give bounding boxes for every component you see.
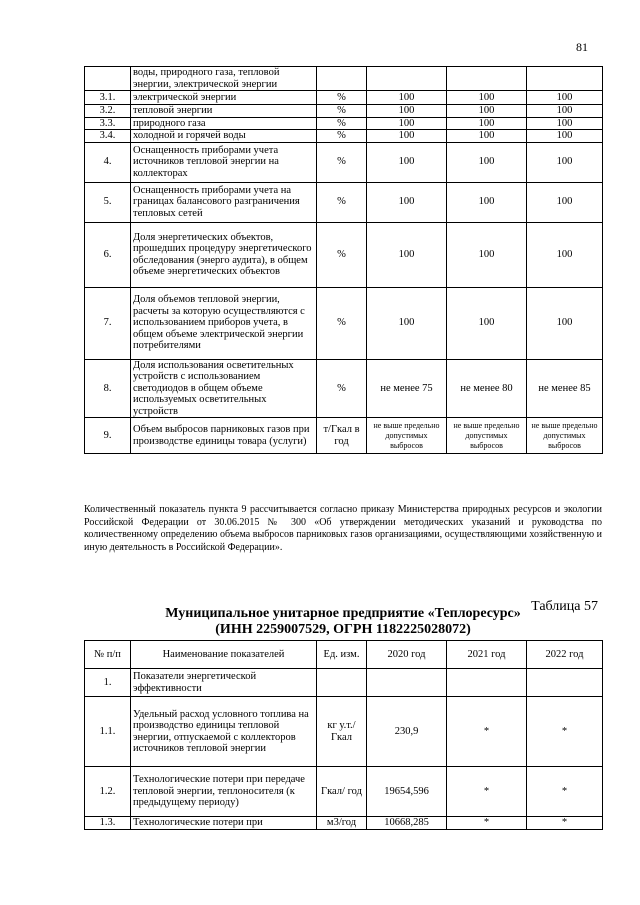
cell-unit: % bbox=[317, 359, 367, 418]
cell-v1: не менее 75 bbox=[367, 359, 447, 418]
table-row bbox=[85, 67, 603, 91]
cell-unit: % bbox=[317, 117, 367, 130]
cell-v1: 100 bbox=[367, 182, 447, 222]
cell-name: электрической энергии bbox=[131, 91, 317, 105]
cell-name: Технологические потери при передаче тепловой энергии, теплоносителя (к предыдущему периоду) bbox=[131, 767, 317, 817]
cell-v3: 100 bbox=[527, 91, 603, 105]
cell-num: 8. bbox=[85, 359, 131, 418]
cell-name: Технологические потери при bbox=[131, 817, 317, 830]
table-label: Таблица 57 bbox=[531, 599, 598, 614]
header-name: Наименование показателей bbox=[131, 641, 317, 669]
table-row bbox=[85, 142, 603, 182]
cell-v3: * bbox=[527, 767, 603, 817]
cell-v1: 100 bbox=[367, 117, 447, 130]
cell-v2: 100 bbox=[447, 105, 527, 118]
cell-v3: 100 bbox=[527, 130, 603, 143]
cell-v2: 100 bbox=[447, 117, 527, 130]
cell-unit: % bbox=[317, 130, 367, 143]
cell-v2: * bbox=[447, 767, 527, 817]
efficiency-table bbox=[84, 640, 603, 830]
cell-v1 bbox=[367, 67, 447, 91]
cell-num: 3.2. bbox=[85, 105, 131, 118]
cell-unit: % bbox=[317, 222, 367, 287]
header-year-3: 2022 год bbox=[527, 641, 603, 669]
cell-unit: % bbox=[317, 182, 367, 222]
table-row bbox=[85, 418, 603, 454]
cell-v3: 100 bbox=[527, 287, 603, 359]
cell-num: 1. bbox=[85, 669, 131, 697]
cell-num: 6. bbox=[85, 222, 131, 287]
heading-line-1: Муниципальное унитарное предприятие «Теплоресурс» bbox=[165, 606, 521, 621]
cell-name: Доля использования осветительных устройств с использованием светодиодов в общем объеме используемых осветительных устройств bbox=[131, 359, 317, 418]
cell-num: 1.2. bbox=[85, 767, 131, 817]
cell-v2: 100 bbox=[447, 91, 527, 105]
cell-v3 bbox=[527, 67, 603, 91]
cell-v1: 100 bbox=[367, 287, 447, 359]
cell-v3: 100 bbox=[527, 142, 603, 182]
cell-name: Доля энергетических объектов, прошедших процедуру энергетического обследования (энерго аудита), в общем объеме энергетических объектов bbox=[131, 222, 317, 287]
header-year-1: 2020 год bbox=[367, 641, 447, 669]
indicators-table bbox=[84, 66, 603, 454]
cell-name: Оснащенность приборами учета на границах балансового разграничения тепловых сетей bbox=[131, 182, 317, 222]
cell-v3: 100 bbox=[527, 222, 603, 287]
header-year-2: 2021 год bbox=[447, 641, 527, 669]
cell-unit: т/Гкал в год bbox=[317, 418, 367, 454]
cell-unit: м3/год bbox=[317, 817, 367, 830]
cell-num: 9. bbox=[85, 418, 131, 454]
cell-name: природного газа bbox=[131, 117, 317, 130]
cell-v1 bbox=[367, 669, 447, 697]
cell-v1: не выше предельно допустимых выбросов bbox=[367, 418, 447, 454]
cell-v1: 100 bbox=[367, 142, 447, 182]
cell-v2: * bbox=[447, 697, 527, 767]
table-row bbox=[85, 669, 603, 697]
table-row bbox=[85, 359, 603, 418]
cell-unit bbox=[317, 669, 367, 697]
cell-v2: 100 bbox=[447, 287, 527, 359]
cell-name: тепловой энергии bbox=[131, 105, 317, 118]
cell-v2: 100 bbox=[447, 222, 527, 287]
cell-v3: 100 bbox=[527, 117, 603, 130]
cell-unit: % bbox=[317, 287, 367, 359]
cell-name: Удельный расход условного топлива на производство единицы тепловой энергии, отпускаемой с коллекторов источников тепловой энергии bbox=[131, 697, 317, 767]
cell-v1: 100 bbox=[367, 222, 447, 287]
cell-name: холодной и горячей воды bbox=[131, 130, 317, 143]
cell-name: Объем выбросов парниковых газов при производстве единицы товара (услуги) bbox=[131, 418, 317, 454]
cell-num: 1.1. bbox=[85, 697, 131, 767]
cell-unit bbox=[317, 67, 367, 91]
table-row bbox=[85, 117, 603, 130]
cell-num: 3.1. bbox=[85, 91, 131, 105]
cell-v3: * bbox=[527, 697, 603, 767]
table-row bbox=[85, 222, 603, 287]
table-row bbox=[85, 767, 603, 817]
footnote: Количественный показатель пункта 9 рассчитывается согласно приказу Министерства природных ресурсов и экологии Российской Федерации от 30.06.2015 № 300 «Об утверждении методических указаний и руководства по количественному определению объема выбросов парниковых газов организациями, осуществляющими хозяйственную и иную деятельность в Российской Федерации». bbox=[84, 504, 602, 553]
cell-v1: 100 bbox=[367, 105, 447, 118]
cell-v2: 100 bbox=[447, 182, 527, 222]
cell-name: Показатели энергетической эффективности bbox=[131, 669, 317, 697]
cell-num: 5. bbox=[85, 182, 131, 222]
cell-v1: 100 bbox=[367, 91, 447, 105]
cell-v2: не выше предельно допустимых выбросов bbox=[447, 418, 527, 454]
table-row bbox=[85, 105, 603, 118]
header-unit: Ед. изм. bbox=[317, 641, 367, 669]
cell-unit: % bbox=[317, 105, 367, 118]
cell-num bbox=[85, 67, 131, 91]
heading-line-2: (ИНН 2259007529, ОГРН 1182225028072) bbox=[215, 622, 471, 637]
cell-v1: 10668,285 bbox=[367, 817, 447, 830]
cell-num: 4. bbox=[85, 142, 131, 182]
cell-unit: % bbox=[317, 142, 367, 182]
cell-name: Доля объемов тепловой энергии, расчеты за которую осуществляются с использованием приборов учета, в общем объеме электрической энергии потребителями bbox=[131, 287, 317, 359]
cell-v2: 100 bbox=[447, 142, 527, 182]
cell-v3: 100 bbox=[527, 105, 603, 118]
cell-v3: не выше предельно допустимых выбросов bbox=[527, 418, 603, 454]
cell-v2 bbox=[447, 669, 527, 697]
cell-num: 7. bbox=[85, 287, 131, 359]
header-num: № п/п bbox=[85, 641, 131, 669]
cell-v2: не менее 80 bbox=[447, 359, 527, 418]
cell-v3 bbox=[527, 669, 603, 697]
cell-num: 3.3. bbox=[85, 117, 131, 130]
cell-unit: % bbox=[317, 91, 367, 105]
cell-unit: Гкал/ год bbox=[317, 767, 367, 817]
table-row bbox=[85, 130, 603, 143]
page-number: 81 bbox=[576, 40, 588, 54]
cell-unit: кг у.т./ Гкал bbox=[317, 697, 367, 767]
cell-v3: * bbox=[527, 817, 603, 830]
cell-v3: не менее 85 bbox=[527, 359, 603, 418]
table-row bbox=[85, 182, 603, 222]
table-row bbox=[85, 817, 603, 830]
cell-num: 3.4. bbox=[85, 130, 131, 143]
cell-v1: 230,9 bbox=[367, 697, 447, 767]
table-row bbox=[85, 287, 603, 359]
cell-name: воды, природного газа, тепловой энергии, электрической энергии bbox=[131, 67, 317, 91]
cell-v2 bbox=[447, 67, 527, 91]
cell-name: Оснащенность приборами учета источников тепловой энергии на коллекторах bbox=[131, 142, 317, 182]
cell-v3: 100 bbox=[527, 182, 603, 222]
section-heading bbox=[84, 606, 602, 638]
cell-v2: * bbox=[447, 817, 527, 830]
cell-v2: 100 bbox=[447, 130, 527, 143]
table-row bbox=[85, 697, 603, 767]
cell-num: 1.3. bbox=[85, 817, 131, 830]
table-row bbox=[85, 91, 603, 105]
cell-v1: 100 bbox=[367, 130, 447, 143]
cell-v1: 19654,596 bbox=[367, 767, 447, 817]
